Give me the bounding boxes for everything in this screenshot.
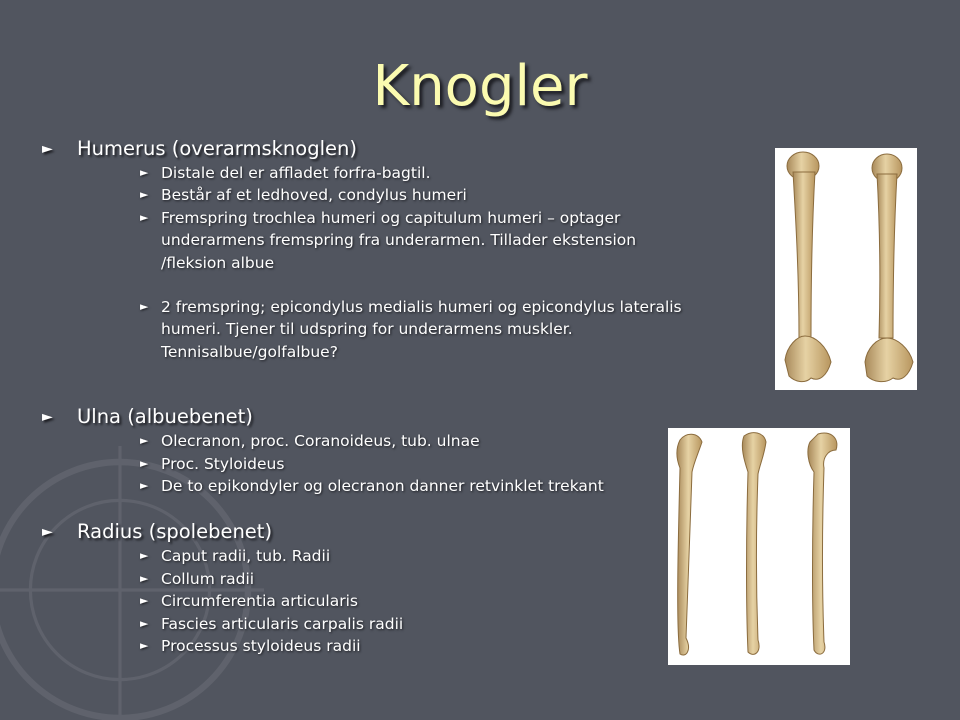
item-text: Fremspring trochlea humeri og capitulum humeri – optager underarmens fremspring fra underarmen. Tillader ekstension /fleksion albue [161, 208, 637, 272]
section-radius [42, 519, 702, 657]
bullet-heading [42, 136, 702, 162]
item-text: Caput radii, tub. Radii [161, 547, 331, 566]
bullet-arrow-icon: ► [140, 639, 149, 653]
section-humerus [42, 136, 702, 363]
bullet-arrow-icon: ► [42, 409, 53, 426]
bullet-arrow-icon: ► [140, 188, 149, 202]
bullet-arrow-icon: ► [140, 479, 149, 493]
bullet-arrow-icon: ► [140, 434, 149, 448]
bullet-item [140, 568, 702, 590]
item-text: Olecranon, proc. Coranoideus, tub. ulnae [161, 432, 480, 451]
bullet-arrow-icon: ► [140, 166, 149, 179]
bullet-item [140, 475, 702, 497]
bullet-item [140, 296, 702, 363]
humerus-posterior-shape [865, 154, 913, 382]
bullet-arrow-icon: ► [140, 300, 149, 314]
bullet-item [140, 613, 702, 635]
item-text: Proc. Styloideus [161, 454, 285, 473]
heading-text: Humerus (overarmsknoglen) [77, 137, 357, 160]
humerus-bones-image [775, 148, 917, 390]
bullet-heading [42, 519, 702, 545]
bullet-item [140, 453, 702, 475]
bullet-item [140, 590, 702, 612]
bullet-arrow-icon: ► [140, 549, 149, 563]
ulna-lateral-shape [808, 433, 837, 654]
bullet-item [140, 545, 702, 567]
bullet-item [140, 207, 702, 274]
bullet-heading [42, 404, 702, 430]
ulna-posterior-shape [742, 433, 766, 655]
slide-content [42, 136, 702, 658]
section-ulna [42, 404, 702, 497]
bullet-arrow-icon: ► [140, 210, 149, 224]
item-text: De to epikondyler og olecranon danner retvinklet trekant [161, 477, 604, 496]
bullet-arrow-icon: ► [42, 524, 53, 541]
item-text: Collum radii [161, 569, 255, 588]
bullet-arrow-icon: ► [140, 456, 149, 470]
humerus-anterior-shape [785, 152, 831, 382]
item-text: Består af et ledhoved, condylus humeri [161, 186, 467, 205]
heading-text: Radius (spolebenet) [77, 520, 273, 544]
item-text: Fascies articularis carpalis radii [161, 614, 404, 633]
item-text: Processus styloideus radii [161, 637, 361, 656]
ulna-radius-bones-image [668, 428, 850, 665]
ulna-anterior-shape [677, 434, 702, 655]
bullet-item [140, 430, 702, 452]
bullet-item [140, 162, 702, 184]
bullet-arrow-icon: ► [140, 594, 149, 608]
item-text: Distale del er affladet forfra-bagtil. [161, 164, 431, 182]
bullet-arrow-icon: ► [140, 571, 149, 585]
bullet-item [140, 635, 702, 657]
item-text: 2 fremspring; epicondylus medialis humeri og epicondylus lateralis humeri. Tjener til udspring for underarmens muskler. Tennisalbue/golfalbue? [161, 298, 682, 361]
bullet-arrow-icon: ► [42, 141, 53, 157]
bullet-item [140, 184, 702, 206]
slide-title: Knogler [372, 54, 588, 119]
heading-text: Ulna (albuebenet) [77, 405, 253, 429]
item-text: Circumferentia articularis [161, 592, 358, 611]
bullet-arrow-icon: ► [140, 616, 149, 630]
